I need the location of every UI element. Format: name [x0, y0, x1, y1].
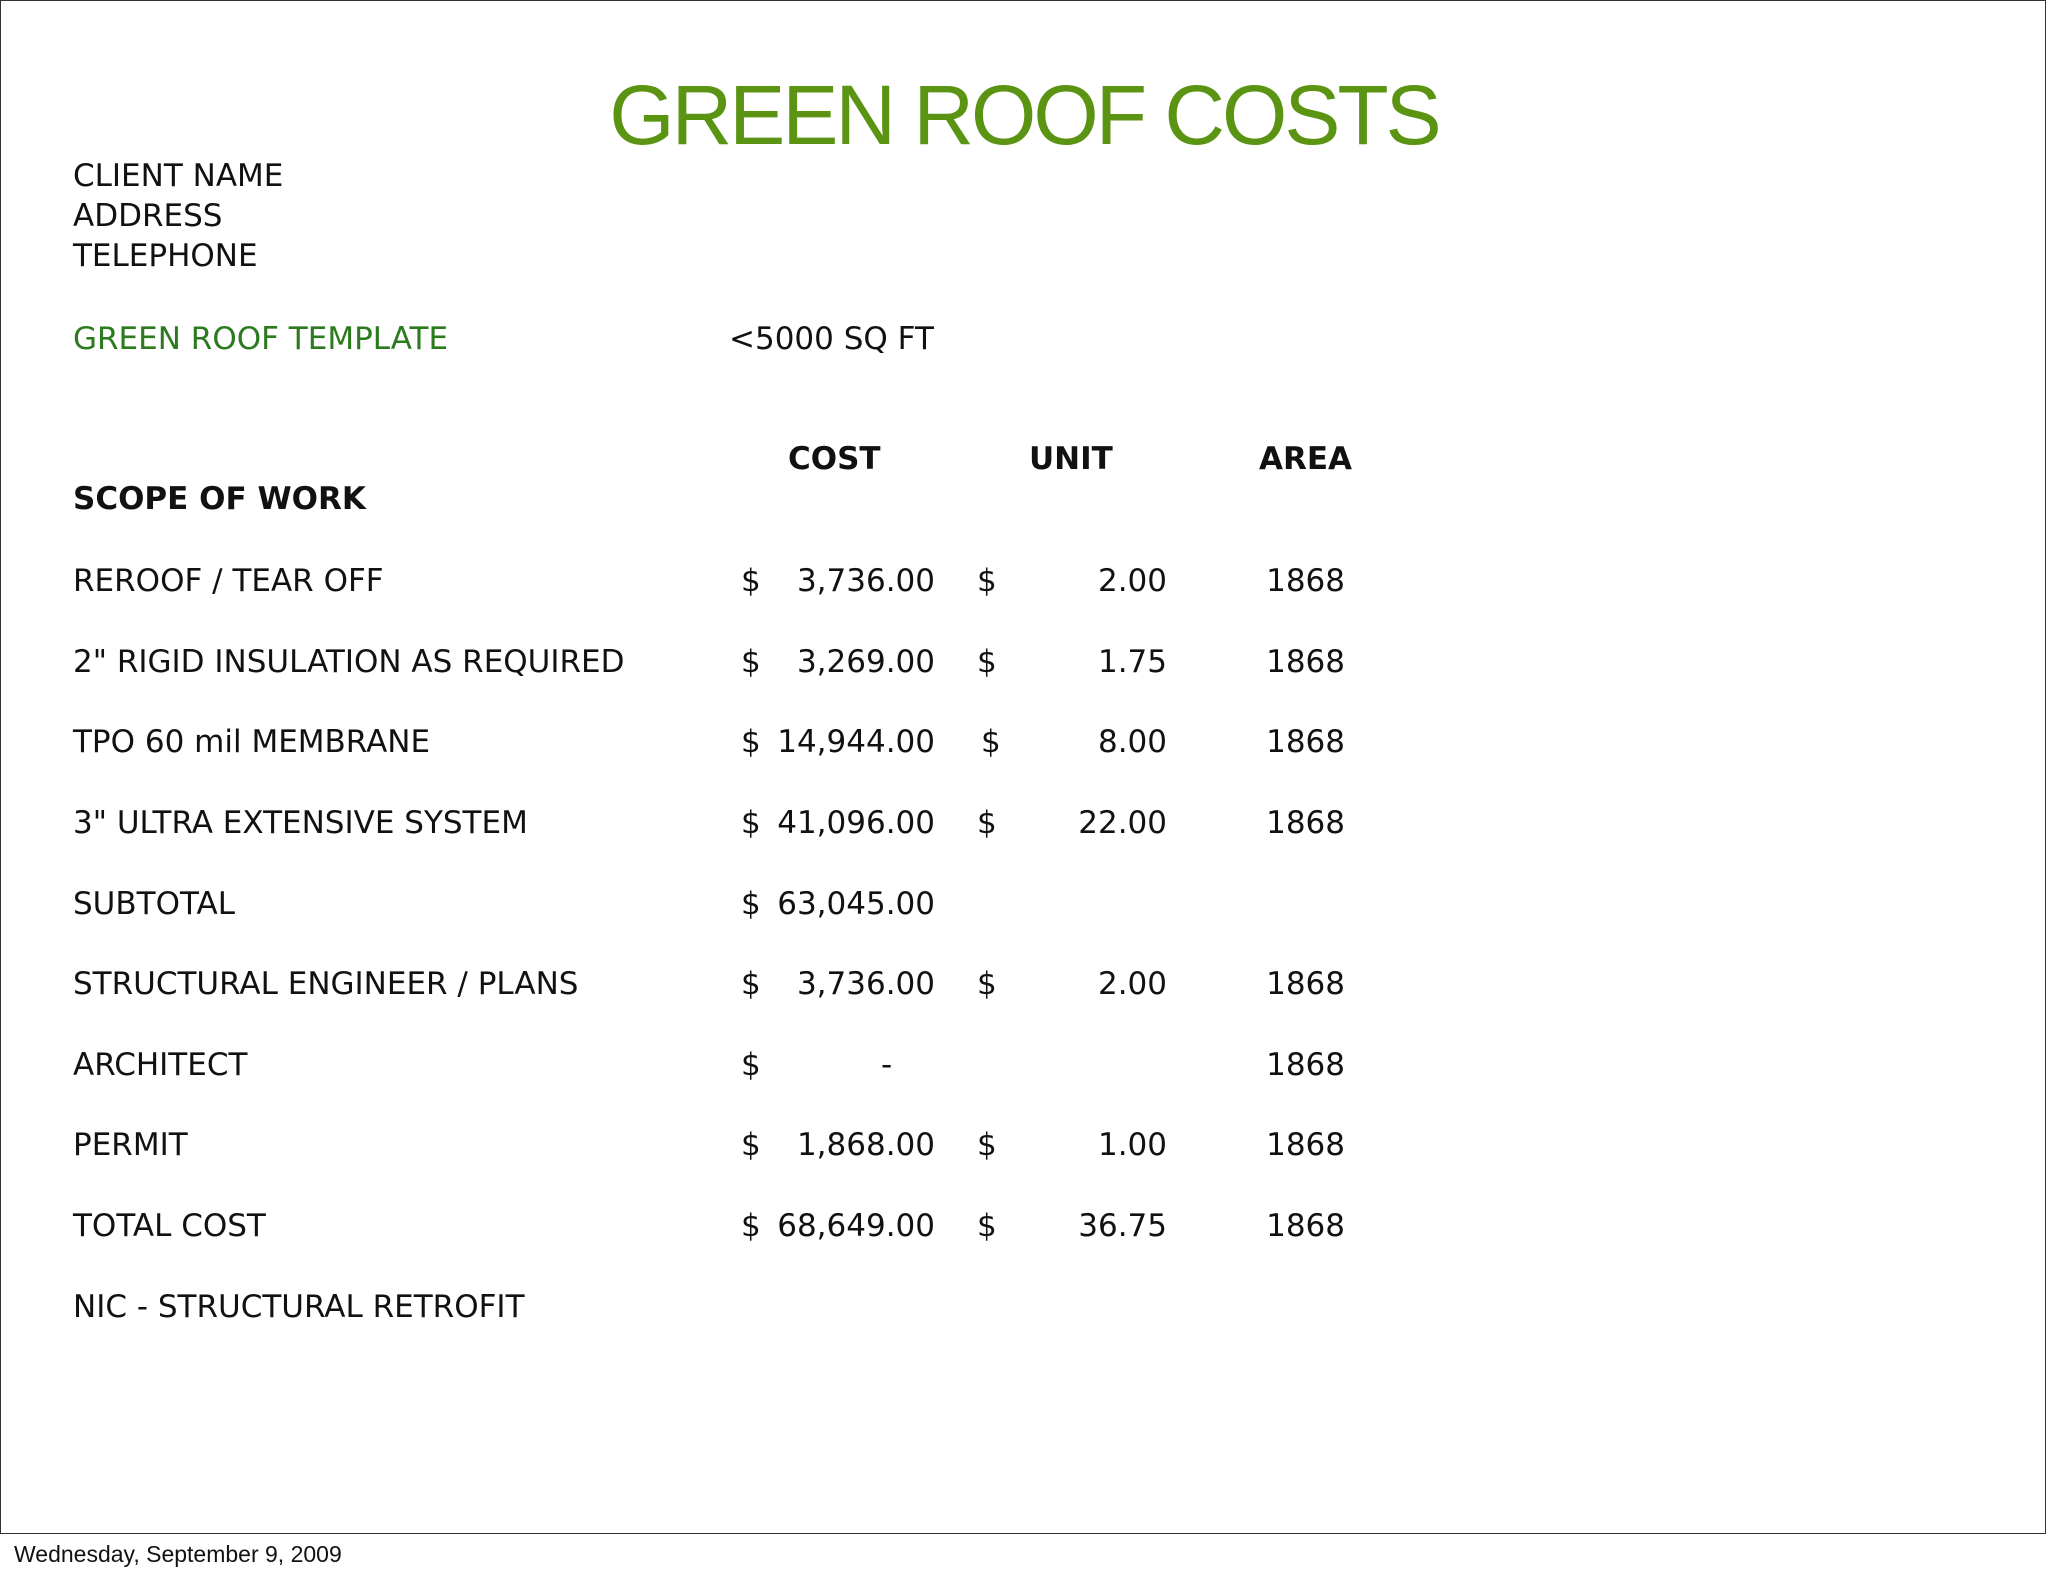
row-unit: 1.00 [1097, 1127, 1167, 1163]
row-unit: 8.00 [1097, 724, 1167, 760]
scope-of-work-header: SCOPE OF WORK [73, 481, 366, 517]
row-cost: 68,649.00 [777, 1208, 935, 1244]
row-cost: 3,269.00 [796, 644, 935, 680]
row-unit: 22.00 [1078, 805, 1167, 841]
row-label: NIC - STRUCTURAL RETROFIT [73, 1289, 525, 1325]
row-area: 1868 [1266, 966, 1345, 1002]
row-unit: 2.00 [1097, 563, 1167, 599]
row-label: SUBTOTAL [73, 886, 235, 922]
client-name-label: CLIENT NAME [73, 158, 284, 194]
row-area: 1868 [1266, 1047, 1345, 1083]
unit-currency-symbol: $ [977, 805, 997, 841]
row-cost: - [881, 1047, 893, 1083]
row-area: 1868 [1266, 644, 1345, 680]
unit-currency-symbol: $ [977, 966, 997, 1002]
row-cost: 1,868.00 [796, 1127, 935, 1163]
cost-currency-symbol: $ [741, 1208, 761, 1244]
area-column-header: AREA [1259, 441, 1353, 477]
row-label: STRUCTURAL ENGINEER / PLANS [73, 966, 579, 1002]
note-row [1, 1287, 2047, 1327]
row-label: 3" ULTRA EXTENSIVE SYSTEM [73, 805, 528, 841]
cost-currency-symbol: $ [741, 966, 761, 1002]
cost-column-header: COST [788, 441, 881, 477]
unit-currency-symbol: $ [981, 724, 1001, 760]
row-cost: 14,944.00 [777, 724, 935, 760]
row-unit: 36.75 [1078, 1208, 1167, 1244]
table-row [1, 642, 2047, 682]
row-label: TPO 60 mil MEMBRANE [73, 724, 431, 760]
row-unit: 1.75 [1097, 644, 1167, 680]
unit-currency-symbol: $ [977, 1208, 997, 1244]
table-row [1, 964, 2047, 1004]
row-area: 1868 [1266, 805, 1345, 841]
footer-date: Wednesday, September 9, 2009 [14, 1541, 342, 1567]
row-cost: 41,096.00 [777, 805, 935, 841]
row-unit: 2.00 [1097, 966, 1167, 1002]
total-row [1, 1206, 2047, 1246]
row-label: PERMIT [73, 1127, 188, 1163]
row-area: 1868 [1266, 1127, 1345, 1163]
cost-currency-symbol: $ [741, 805, 761, 841]
cost-currency-symbol: $ [741, 886, 761, 922]
unit-column-header: UNIT [1029, 441, 1113, 477]
client-info [73, 156, 283, 276]
table-row [1, 561, 2047, 601]
row-area: 1868 [1266, 563, 1345, 599]
table-row [1, 1045, 2047, 1085]
row-area: 1868 [1266, 724, 1345, 760]
row-label: 2" RIGID INSULATION AS REQUIRED [73, 644, 625, 680]
row-label: REROOF / TEAR OFF [73, 563, 384, 599]
cost-currency-symbol: $ [741, 1047, 761, 1083]
table-row [1, 1125, 2047, 1165]
cost-currency-symbol: $ [741, 563, 761, 599]
telephone-label: TELEPHONE [73, 238, 258, 274]
cost-currency-symbol: $ [741, 644, 761, 680]
row-label: ARCHITECT [73, 1047, 248, 1083]
template-size: <5000 SQ FT [729, 321, 934, 357]
row-cost: 3,736.00 [796, 563, 935, 599]
unit-currency-symbol: $ [977, 1127, 997, 1163]
table-row [1, 722, 2047, 762]
address-label: ADDRESS [73, 198, 223, 234]
row-cost: 63,045.00 [777, 886, 935, 922]
subtotal-row [1, 884, 2047, 924]
unit-currency-symbol: $ [977, 563, 997, 599]
cost-currency-symbol: $ [741, 1127, 761, 1163]
template-label: GREEN ROOF TEMPLATE [73, 321, 449, 357]
table-row [1, 803, 2047, 843]
page-title: GREEN ROOF COSTS [609, 68, 1439, 162]
row-label: TOTAL COST [73, 1208, 266, 1244]
cost-currency-symbol: $ [741, 724, 761, 760]
row-cost: 3,736.00 [796, 966, 935, 1002]
unit-currency-symbol: $ [977, 644, 997, 680]
row-area: 1868 [1266, 1208, 1345, 1244]
